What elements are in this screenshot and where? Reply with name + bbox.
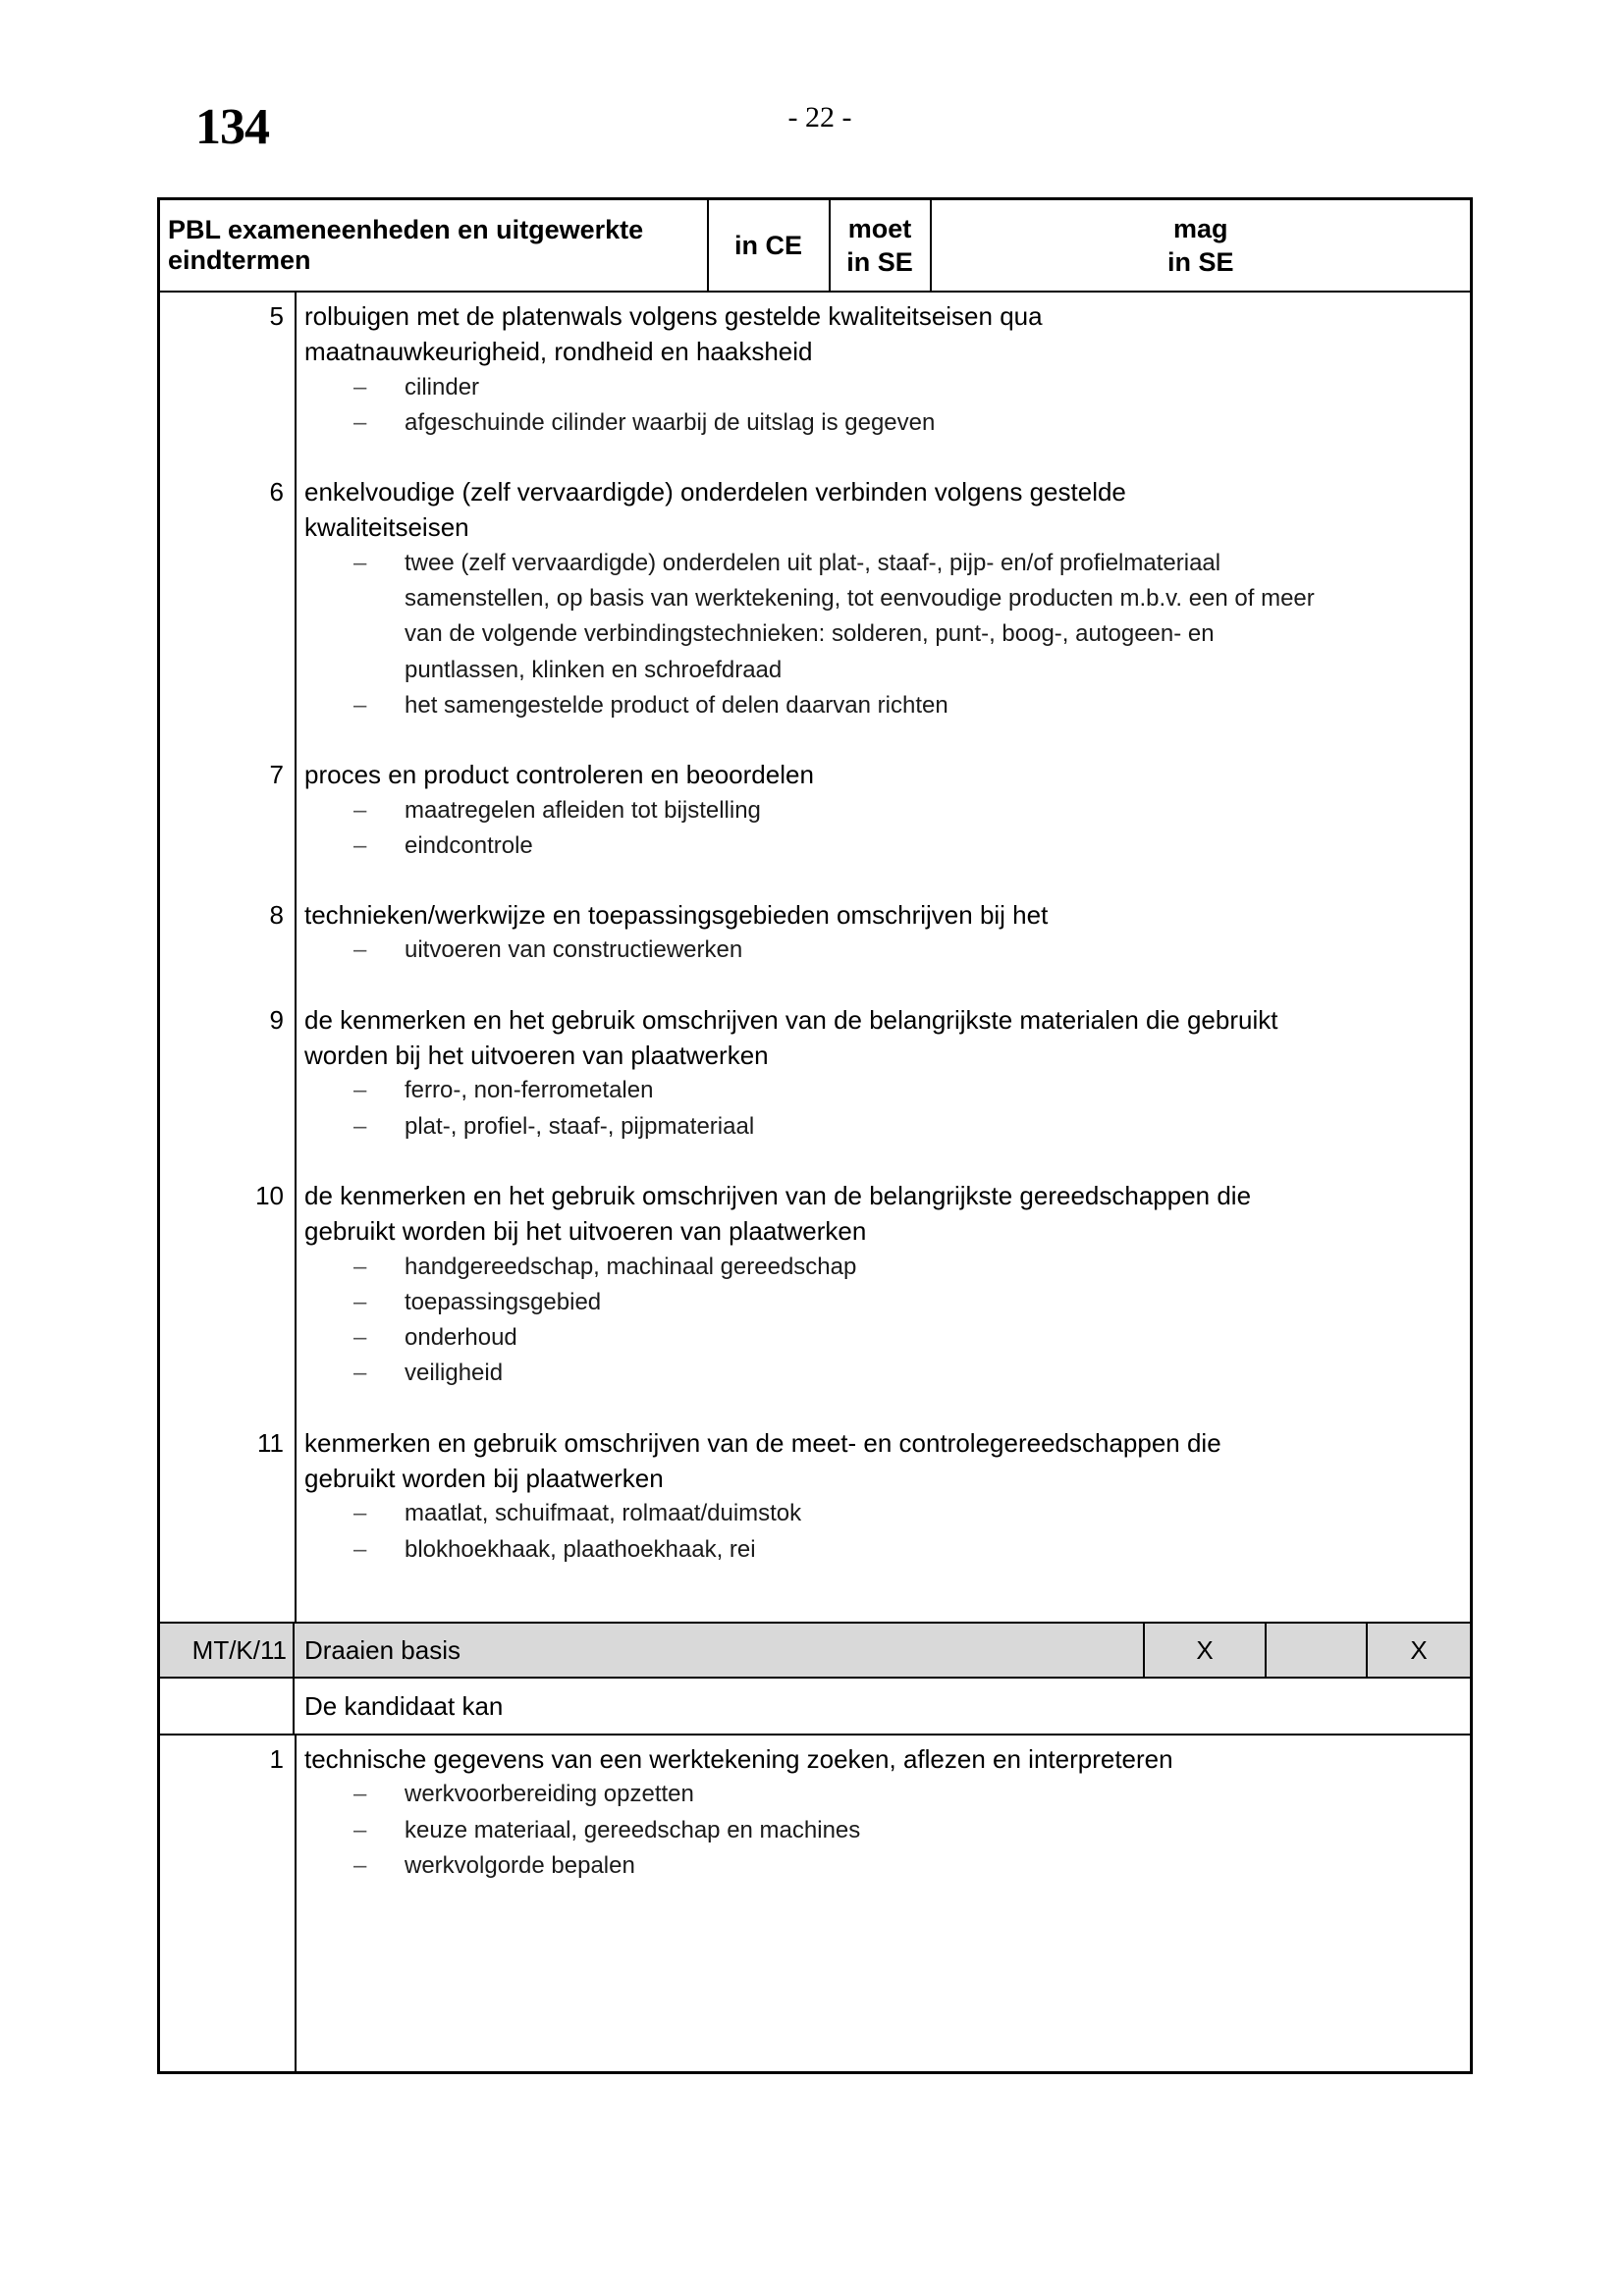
sub-item-text: afgeschuinde cilinder waarbij de uitslag is gegeven [405,408,936,436]
eindterm-line [160,334,1315,369]
eindterm-text: technische gegevens van een werktekening zoeken, aflezen en interpreteren [304,1744,1173,1774]
eindterm-number [160,334,295,369]
sub-item-text: keuze materiaal, gereedschap en machines [405,1816,861,1843]
eindterm-item [160,757,1315,864]
sub-item-text: uitvoeren van constructiewerken [405,936,743,964]
sub-item [160,1496,1315,1531]
eindterm-text: proces en product controleren en beoordelen [304,760,814,790]
header-mag-line1: mag [1172,214,1228,243]
dash-bullet-icon: – [353,408,367,436]
sub-page-number: - 22 - [787,101,852,133]
eindterm-number: 1 [269,1744,284,1774]
eindterm-text: enkelvoudige (zelf vervaardigde) onderdelen verbinden volgens gestelde [304,477,1126,507]
page-number: 134 [195,99,269,155]
sub-item-text: cilinder [405,373,480,400]
dash-bullet-icon: – [353,1851,367,1879]
sub-item-text: ferro-, non-ferrometalen [405,1077,654,1104]
table-header-title: PBL exameneenheden en uitgewerkte eindtermen [168,215,644,275]
eindterm-number [160,509,295,545]
dash-bullet-icon: – [353,1535,367,1563]
eindtermen-list [160,293,1315,1622]
intro-code-cell [160,1679,295,1734]
sub-item-text: van de volgende verbindingstechnieken: solderen, punt-, boog-, autogeen- en [405,620,1215,648]
sub-item [160,1109,1315,1145]
eindterm-text: de kenmerken en het gebruik omschrijven van de belangrijkste materialen die gebruikt [304,1004,1278,1035]
eindterm-number: 5 [269,301,284,331]
dash-bullet-icon: – [353,373,367,400]
sub-item [160,1848,1173,1884]
sub-item [160,1073,1315,1108]
eindterm-number: 9 [269,1004,284,1035]
sub-item [160,546,1315,688]
next-eindtermen-list [160,1735,1173,2071]
dash-bullet-icon: – [353,1077,367,1104]
sub-item [160,1285,1315,1320]
header-moet-line1: moet [847,214,912,243]
dash-bullet-icon: – [353,549,367,576]
eindterm-number: 10 [255,1180,284,1210]
eindterm-line [160,897,1315,933]
eindterm-item [160,1002,1315,1145]
sub-item-text: samenstellen, op basis van werktekening, tot eenvoudige producten m.b.v. een of meer [405,585,1315,613]
intro-row [160,1679,1470,1735]
eindterm-line [160,1461,1315,1496]
sub-item [160,370,1315,405]
dash-bullet-icon: – [353,1288,367,1315]
header-moet-in-se [829,200,930,291]
dash-bullet-icon: – [353,1253,367,1280]
eindterm-item [160,1178,1315,1392]
eindterm-text: rolbuigen met de platenwals volgens gestelde kwaliteitseisen qua [304,301,1043,331]
sub-item [160,933,1315,968]
sub-item [160,828,1315,864]
next-items-row [160,1735,1470,2071]
eindterm-item [160,1425,1315,1568]
dash-bullet-icon: – [353,1500,367,1527]
dash-bullet-icon: – [353,1816,367,1843]
sub-item [160,688,1315,723]
header-moet-line2: in SE [846,247,913,277]
eindterm-line [160,1213,1315,1249]
section-mag-in-se: X [1366,1624,1470,1677]
section-title: Draaien basis [304,1634,460,1665]
sub-item-text: puntlassen, klinken en schroefdraad [405,656,783,683]
sub-item-text: onderhoud [405,1324,517,1352]
sub-item [160,1777,1173,1812]
eindterm-number: 8 [269,900,284,931]
dash-bullet-icon: – [353,831,367,859]
eindterm-line [160,1741,1173,1777]
sub-item-text: het samengestelde product of delen daarvan richten [405,691,948,719]
eindterm-number [160,1461,295,1496]
sub-item-text: werkvoorbereiding opzetten [405,1781,694,1808]
sub-item [160,1532,1315,1568]
header-in-ce: in CE [707,200,829,291]
eindterm-item [160,897,1315,969]
eindterm-text: maatnauwkeurigheid, rondheid en haaksheid [304,337,813,367]
sub-item-text: maatlat, schuifmaat, rolmaat/duimstok [405,1500,802,1527]
eindterm-text: gebruikt worden bij plaatwerken [304,1464,664,1494]
section-in-ce: X [1143,1624,1265,1677]
eindterm-line [160,1425,1315,1461]
eindterm-line [160,474,1315,509]
section-moet-in-se [1265,1624,1366,1677]
sub-item-text: eindcontrole [405,831,533,859]
eindterm-number: 11 [257,1427,284,1458]
sub-item-text: blokhoekhaak, plaathoekhaak, rei [405,1535,756,1563]
eindterm-text: technieken/werkwijze en toepassingsgebieden omschrijven bij het [304,900,1049,931]
header-mag-in-se [930,200,1471,291]
dash-bullet-icon: – [353,936,367,964]
eindterm-text: de kenmerken en het gebruik omschrijven van de belangrijkste gereedschappen die [304,1180,1252,1210]
eindterm-line [160,1038,1315,1073]
eindterm-line [160,1178,1315,1213]
eindtermen-table [157,197,1473,2074]
section-code: MT/K/11 [160,1624,295,1677]
sub-item-text: werkvolgorde bepalen [405,1851,635,1879]
dash-bullet-icon: – [353,1781,367,1808]
eindterm-number [160,1213,295,1249]
sub-item-text: maatregelen afleiden tot bijstelling [405,796,761,824]
table-header-row [160,200,1470,293]
eindterm-number [160,1038,295,1073]
sub-item [160,1320,1315,1356]
eindterm-text: kwaliteitseisen [304,512,469,543]
eindterm-text: worden bij het uitvoeren van plaatwerken [304,1041,769,1071]
sub-item [160,1250,1315,1285]
dash-bullet-icon: – [353,1112,367,1140]
eindterm-number: 7 [269,760,284,790]
sub-item-text: twee (zelf vervaardigde) onderdelen uit plat-, staaf-, pijp- en/of profielmateriaal [405,549,1221,576]
eindterm-text: gebruikt worden bij het uitvoeren van plaatwerken [304,1216,867,1247]
eindterm-line [160,1002,1315,1038]
dash-bullet-icon: – [353,691,367,719]
sub-item [160,1356,1315,1391]
eindterm-item [160,298,1315,441]
dash-bullet-icon: – [353,1360,367,1387]
dash-bullet-icon: – [353,796,367,824]
eindterm-text: kenmerken en gebruik omschrijven van de meet- en controlegereedschappen die [304,1427,1221,1458]
sub-item [160,1813,1173,1848]
sub-item [160,405,1315,441]
header-mag-line2: in SE [1166,247,1234,277]
eindterm-line [160,757,1315,792]
eindterm-item [160,1741,1173,1884]
sub-item-text: handgereedschap, machinaal gereedschap [405,1253,857,1280]
sub-item-text: plat-, profiel-, staaf-, pijpmateriaal [405,1112,755,1140]
dash-bullet-icon: – [353,1324,367,1352]
eindterm-line [160,509,1315,545]
intro-text: De kandidaat kan [304,1690,504,1721]
eindtermen-content-row [160,293,1470,1624]
eindterm-item [160,474,1315,723]
section-row [160,1624,1470,1679]
sub-item-text: veiligheid [405,1360,504,1387]
sub-item-text: toepassingsgebied [405,1288,602,1315]
sub-item [160,793,1315,828]
eindterm-line [160,298,1315,334]
eindterm-number: 6 [269,477,284,507]
